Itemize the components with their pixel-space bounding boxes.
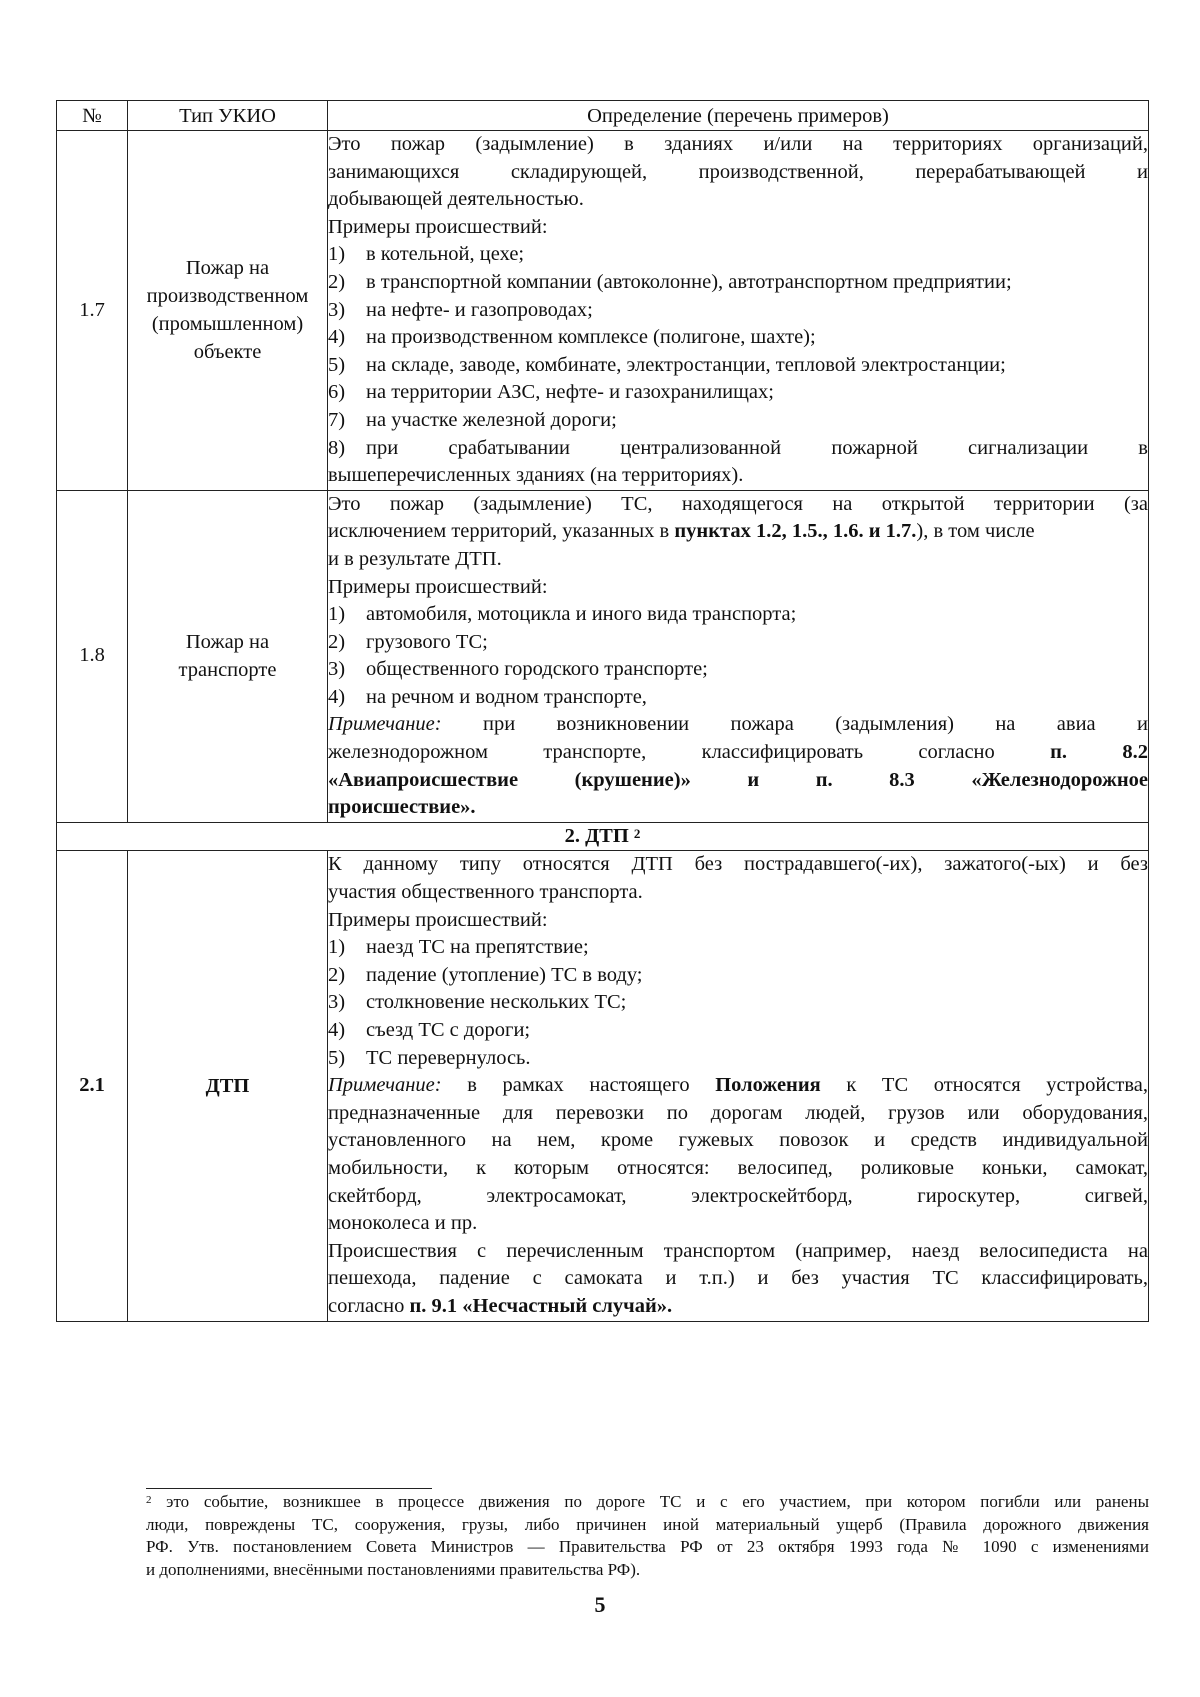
list-item (328, 629, 1148, 657)
table-row (57, 490, 1149, 822)
item-number: 5) (328, 1046, 346, 1069)
list-item (328, 934, 1148, 962)
note-text: согласно (328, 1294, 410, 1317)
def-text: ), в том числе (916, 520, 1035, 543)
item-text: на участке железной дороги; (366, 408, 617, 431)
footnote-divider (146, 1488, 432, 1489)
table-header-row (57, 101, 1149, 131)
item-number: 3) (328, 991, 346, 1014)
type-line: объекте (193, 341, 262, 364)
section-title: 2. ДТП (564, 824, 629, 847)
item-number: 2) (328, 270, 346, 293)
item-text: падение (утопление) ТС в воду; (366, 963, 643, 986)
list-item (328, 352, 1148, 380)
item-text: грузового ТС; (366, 630, 488, 653)
row-type (128, 490, 328, 822)
item-number: 5) (328, 353, 346, 376)
type-line: Пожар на (185, 631, 270, 654)
def-line: Это пожар (задымление) ТС, находящегося на открытой территории (за (328, 492, 1148, 515)
item-text: в котельной, цехе; (366, 243, 525, 266)
note-text: к ТС относятся устройства, (820, 1074, 1148, 1097)
def-line: и в результате ДТП. (328, 547, 502, 570)
note-line (328, 711, 1148, 739)
list-item (328, 684, 1148, 712)
def-line: Это пожар (задымление) в зданиях и/или на территориях организаций, (328, 133, 1148, 155)
item-text: на нефте- и газопроводах; (366, 298, 593, 321)
examples-title: Примеры происшествий: (328, 575, 548, 598)
list-item (328, 324, 1148, 352)
header-number: № (57, 101, 128, 131)
item-number: 1) (328, 936, 346, 959)
row-number: 2.1 (57, 851, 128, 1321)
examples-title: Примеры происшествий: (328, 215, 548, 238)
item-text: на речном и водном транспорте, (366, 685, 647, 708)
item-number: 4) (328, 326, 346, 349)
footnote-line: люди, повреждены ТС, сооружения, грузы, либо причинен иной материальный ущерб (Правила дорожного движения (146, 1514, 1149, 1534)
note-bold-term: Положения (715, 1074, 821, 1097)
footnote-mark: 2 (633, 825, 641, 841)
footnote-line (146, 1491, 1149, 1514)
note-line: Происшествия с перечисленным транспортом (например, наезд велосипедиста на (328, 1239, 1148, 1262)
examples-title: Примеры происшествий: (328, 908, 548, 931)
item-text: при срабатывании централизованной пожарной сигнализации в (366, 436, 1148, 459)
row-number: 1.8 (57, 490, 128, 822)
item-text: съезд ТС с дороги; (366, 1019, 531, 1041)
note-text: . (667, 1294, 673, 1317)
type-line: Пожар на (185, 257, 270, 280)
note-label: Примечание: (328, 1074, 442, 1097)
list-item (328, 407, 1148, 435)
page-number: 5 (594, 1592, 606, 1617)
footnote-line: РФ. Утв. постановлением Совета Министров — Правительства РФ от 23 октября 1993 года № 1090 с изменениями (146, 1537, 1149, 1556)
item-number: 7) (328, 408, 346, 431)
list-item (328, 989, 1148, 1017)
note-line: скейтборд, электросамокат, электроскейтборд, гироскутер, сигвей, (328, 1184, 1148, 1207)
item-number: 1) (328, 603, 346, 626)
item-number: 3) (328, 658, 346, 681)
def-line: вышеперечисленных зданиях (на территориях). (328, 464, 744, 487)
row-type: ДТП (128, 851, 328, 1321)
note-line (328, 739, 1148, 767)
type-line: транспорте (178, 659, 277, 682)
section-heading (57, 822, 1149, 851)
section-heading-row (57, 822, 1149, 851)
def-line (328, 518, 1148, 546)
row-definition (328, 851, 1149, 1321)
list-item (328, 435, 1148, 463)
item-number: 1) (328, 243, 346, 266)
item-text: наезд ТС на препятствие; (366, 936, 589, 959)
type-line: производственном (146, 285, 309, 308)
list-item (328, 379, 1148, 407)
def-line: добывающей деятельностью. (328, 188, 584, 211)
note-text: при возникновении пожара (задымления) на авиа и (441, 713, 1148, 736)
list-item (328, 656, 1148, 684)
row-definition (328, 131, 1149, 491)
item-text: в транспортной компании (автоколонне), автотранспортном предприятии; (366, 270, 1012, 293)
document-page (56, 100, 1149, 1322)
note-bold-ref: п. 8.2 (1050, 741, 1149, 764)
item-number: 6) (328, 381, 346, 404)
row-number: 1.7 (57, 131, 128, 491)
table-row (57, 131, 1149, 491)
note-line: мобильности, к которым относятся: велосипед, роликовые коньки, самокат, (328, 1156, 1148, 1179)
header-type: Тип УКИО (128, 101, 328, 131)
def-line: К данному типу относятся ДТП без пострадавшего(-их), зажатого(-ых) и без (328, 853, 1148, 876)
note-line: установленного на нем, кроме гужевых повозок и средств индивидуальной (328, 1129, 1148, 1152)
item-number: 2) (328, 630, 346, 653)
note-line (328, 767, 1148, 795)
item-number: 4) (328, 1019, 346, 1041)
list-item (328, 297, 1148, 325)
item-number: 3) (328, 298, 346, 321)
row-type (128, 131, 328, 491)
list-item (328, 269, 1148, 297)
item-text: на производственном комплексе (полигоне, шахте); (366, 326, 816, 349)
item-text: общественного городского транспорте; (366, 658, 708, 681)
footnote-text: это событие, возникшее в процессе движения по дороге ТС и с его участием, при котором погибли или ранены (151, 1492, 1149, 1511)
def-line: занимающихся складирующей, производственной, перерабатывающей и (328, 160, 1148, 183)
footnote-line: и дополнениями, внесёнными постановлениями правительства РФ). (146, 1559, 641, 1579)
note-bold-ref: происшествие». (328, 796, 476, 819)
list-item (328, 1045, 1148, 1073)
item-number: 4) (328, 685, 346, 708)
note-line: предназначенные для перевозки по дорогам людей, грузов или оборудования, (328, 1101, 1148, 1124)
item-text: столкновение нескольких ТС; (366, 991, 627, 1014)
note-label: Примечание: (328, 713, 442, 736)
def-line: участия общественного транспорта. (328, 881, 643, 904)
def-text: исключением территорий, указанных в (328, 520, 675, 543)
note-line (328, 1072, 1148, 1100)
type-line: (промышленном) (151, 313, 304, 336)
item-number: 2) (328, 963, 346, 986)
ukio-table (56, 100, 1149, 1322)
item-text: на территории АЗС, нефте- и газохранилищах; (366, 381, 774, 404)
item-text: на складе, заводе, комбинате, электростанции, тепловой электростанции; (366, 353, 1006, 376)
note-line: пешехода, падение с самоката и т.п.) и без участия ТС классифицировать, (328, 1267, 1148, 1290)
note-bold-ref: п. 9.1 «Несчастный случай» (409, 1294, 668, 1317)
note-line: моноколеса и пр. (328, 1212, 478, 1235)
footnote (146, 1491, 1149, 1581)
header-definition: Определение (перечень примеров) (328, 101, 1149, 131)
footnote-mark: 2 (146, 1494, 152, 1506)
item-text: автомобиля, мотоцикла и иного вида транспорта; (366, 603, 797, 626)
item-number: 8) (328, 436, 346, 459)
row-definition (328, 490, 1149, 822)
note-line (328, 794, 1148, 822)
list-item (328, 962, 1148, 990)
table-row (57, 851, 1149, 1321)
list-item (328, 1017, 1148, 1045)
note-text: в рамках настоящего (441, 1074, 716, 1097)
def-bold-ref: пунктах 1.2, 1.5., 1.6. и 1.7. (674, 520, 917, 543)
note-bold-ref: «Авиапроисшествие (крушение)» и п. 8.3 «Железнодорожное (328, 768, 1148, 791)
list-item (328, 601, 1148, 629)
note-line (328, 1293, 1148, 1321)
list-item (328, 241, 1148, 269)
item-text: ТС перевернулось. (366, 1046, 531, 1069)
note-text: железнодорожном транспорте, классифицировать согласно (328, 741, 1051, 764)
